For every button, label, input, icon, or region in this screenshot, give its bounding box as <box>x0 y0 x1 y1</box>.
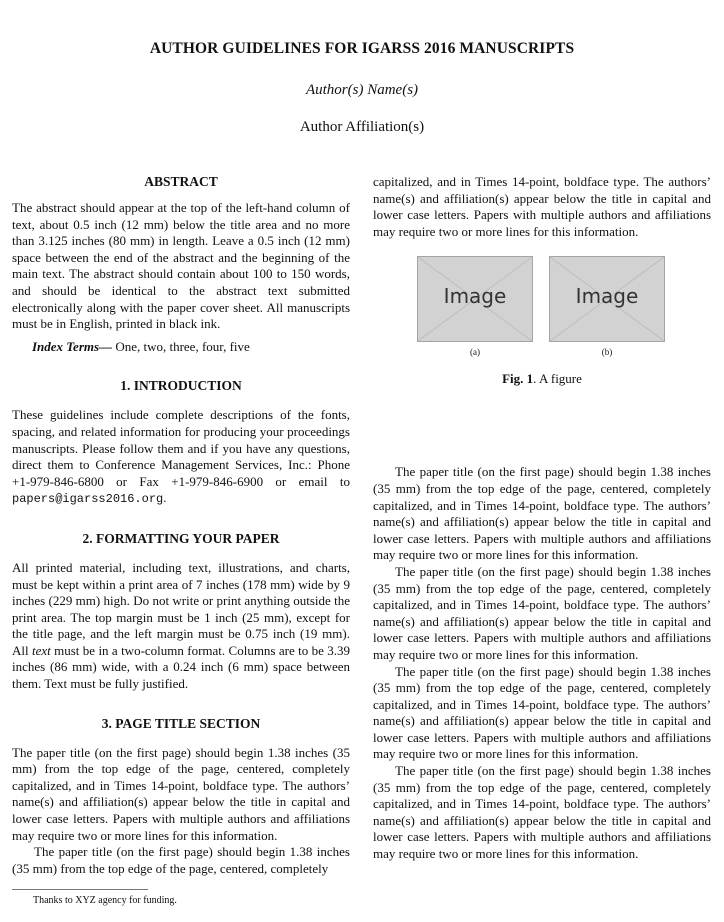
index-terms <box>12 339 350 356</box>
page-title-heading: 3. PAGE TITLE SECTION <box>101 715 261 731</box>
right-body <box>373 464 711 862</box>
author-affiliation: Author Affiliation(s) <box>299 119 425 135</box>
index-terms-list: One, two, three, four, five <box>112 338 250 354</box>
footnote-divider <box>12 889 148 890</box>
paper-title: AUTHOR GUIDELINES FOR IGARSS 2016 MANUSCRIPTS <box>149 40 575 57</box>
page-title-para-2: The paper title (on the first page) should begin 1.38 inches (35 mm) from the top edge of the page, centered, completely <box>12 844 350 876</box>
subcaption-b: (b) <box>601 347 613 358</box>
author-names: Author(s) Name(s) <box>305 82 419 98</box>
intro-body: These guidelines include complete descriptions of the fonts, spacing, and related information for producing your proceedings manuscripts. Please follow them and if you have any questions, direct them to Conference Management Services, Inc.: Phone +1-979-846-6800 or Fax +1-979-846-6900 or email to <box>12 407 350 489</box>
figure-caption-text: . A figure <box>533 371 582 387</box>
intro-heading: 1. INTRODUCTION <box>120 378 242 394</box>
index-terms-label: Index Terms— <box>32 338 113 354</box>
right-para-1: The paper title (on the first page) should begin 1.38 inches (35 mm) from the top edge of the page, centered, completely capitalized, and in Times 14-point, boldface type. The authors’ name(s) and affiliation(s) appear below the title in capital and lower case letters. Papers with multiple authors and affiliations may require two or more lines for this information. <box>373 464 711 563</box>
right-para-4: The paper title (on the first page) should begin 1.38 inches (35 mm) from the top edge of the page, centered, completely capitalized, and in Times 14-point, boldface type. The authors’ name(s) and affiliation(s) appear below the title in capital and lower case letters. Papers with multiple authors and affiliations may require two or more lines for this information. <box>373 763 711 862</box>
intro-end: . <box>163 490 167 506</box>
formatting-italic-word: text <box>32 642 51 658</box>
formatting-body: All printed material, including text, illustrations, and charts, must be kept within a print area of 7 inches (178 mm) wide by 9 inches (229 mm) high. Do not write or print anything outside the print area. The top margin must be 1 inch (25 mm), except for the title page, and the left margin must be 0.75 inch (19 mm). All <box>12 559 350 658</box>
figure-caption <box>373 371 711 387</box>
formatting-text <box>12 560 350 693</box>
right-para-3: The paper title (on the first page) should begin 1.38 inches (35 mm) from the top edge of the page, centered, completely capitalized, and in Times 14-point, boldface type. The authors’ name(s) and affiliation(s) appear below the title in capital and lower case letters. Papers with multiple authors and affiliations may require two or more lines for this information. <box>373 663 711 762</box>
figure-image-a <box>417 256 533 342</box>
abstract-text: The abstract should appear at the top of the left-hand column of text, about 0.5 inch (12 mm) below the title area and no more than 3.125 inches (80 mm) in length. Leave a 0.5 inch (12 mm) space between the end of the abstract and the beginning of the main text. The abstract should contain about 100 to 150 words, and should be identical to the abstract text submitted electronically along with the paper cover sheet. All manuscripts must be in English, printed in black ink. <box>12 200 350 332</box>
formatting-body-end: must be in a two-column format. Columns are to be 3.39 inches (86 mm) wide, with a 0.24 inch (6 mm) space between them. Text must be fully justified. <box>12 642 350 692</box>
figure-image-b <box>549 256 665 342</box>
left-column <box>12 174 350 877</box>
figure-1 <box>373 240 711 465</box>
image-b-label: Image <box>575 284 639 309</box>
continued-paragraph: capitalized, and in Times 14-point, boldface type. The authors’ name(s) and affiliation(s) appear below the title in capital and lower case letters. Papers with multiple authors and affiliations may require two or more lines for this information. <box>373 174 711 239</box>
right-para-2: The paper title (on the first page) should begin 1.38 inches (35 mm) from the top edge of the page, centered, completely capitalized, and in Times 14-point, boldface type. The authors’ name(s) and affiliation(s) appear below the title in capital and lower case letters. Papers with multiple authors and affiliations may require two or more lines for this information. <box>373 563 711 662</box>
page-title-para-1: The paper title (on the first page) should begin 1.38 inches (35 mm) from the top edge of the page, centered, completely capitalized, and in Times 14-point, boldface type. The authors’ name(s) and affiliation(s) appear below the title in capital and lower case letters. Papers with multiple authors and affiliations may require two or more lines for this information. <box>12 744 350 843</box>
contact-email: papers@igarss2016.org <box>12 492 164 507</box>
right-column <box>373 174 711 863</box>
image-a-label: Image <box>443 284 507 309</box>
funding-footnote: Thanks to XYZ agency for funding. <box>33 895 177 906</box>
figure-caption-label: Fig. 1 <box>502 371 534 387</box>
abstract-heading: ABSTRACT <box>144 174 218 189</box>
formatting-heading: 2. FORMATTING YOUR PAPER <box>82 530 280 546</box>
intro-text <box>12 407 350 508</box>
subcaption-a: (a) <box>470 347 480 358</box>
